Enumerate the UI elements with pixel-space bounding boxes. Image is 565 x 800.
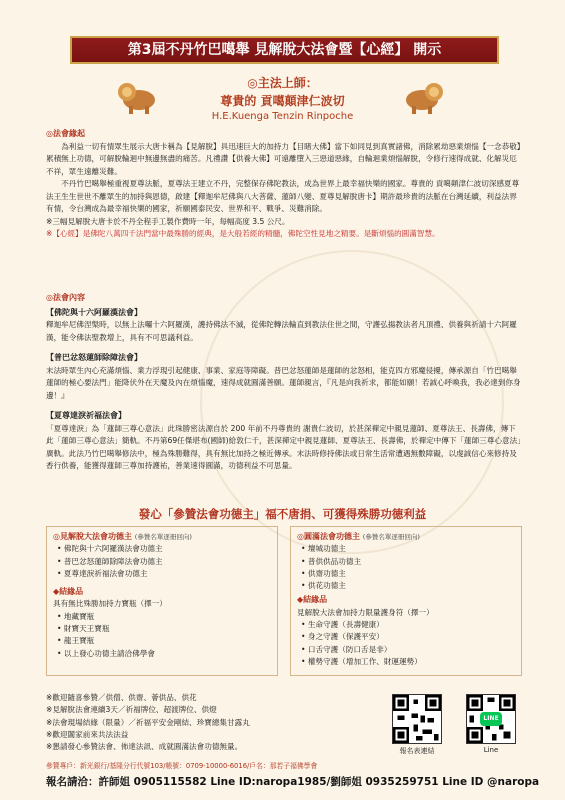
origin-section (46, 128, 522, 241)
contact-footer: 報名請洽：許師姐 0905115582 Line ID:naropa1985/劉師姐 0935259751 Line ID @naropa (46, 776, 540, 788)
registration-qr-label: 報名表連結 (399, 747, 435, 755)
list-item: • 供齋功德主 (301, 568, 346, 578)
gift-heading-right: ◆結緣品 (297, 595, 328, 605)
list-item: • 普巴忿怒蓮師除障法會功德主 (57, 556, 163, 566)
list-item: • 身之守護（保護平安） (301, 632, 384, 642)
contents-section (46, 292, 522, 473)
page-title: 第3屆不丹竹巴噶舉 見解脫大法會暨【心經】 開示 (70, 36, 499, 64)
section-1-title: 【佛陀與十六阿羅漢法會】 (46, 307, 142, 317)
origin-paragraph-2: 不丹竹巴噶舉極重視夏尊法脈，夏尊法王建立不丹，完整保存佛陀教法，成為世界上最幸福快樂的國家。尊貴的 貢噶顛津仁波切深感夏尊法王生生世世不離眾生的加持與恩德，啟建【釋迦牟尼佛與八大菩薩、蓮師八變、夏尊見解脫唐卡】期許最珍貴的法脈在台灣延續，利益法界有情，令台灣成為最幸福快樂的國家，祈願國泰民安、世界和平、戰爭、災難消除。 (46, 179, 520, 213)
slogan: 發心「參贊法會功德主」福不唐捐、可獲得殊勝功德利益 (138, 507, 427, 521)
note-item: ※懇請發心參贊法會、佈達法訊、成就圓滿法會功德無量。 (46, 742, 243, 752)
section-1-text: 釋迦牟尼佛涅槃時，以無上法囑十六阿羅漢，護持佛法不滅，從佛陀轉法輪直到教法住世之間，守護弘揚教法者凡頂禮、供養與祈請十六阿羅漢，能令佛法聖教增上，具有不可思議利益。 (46, 320, 517, 342)
gift-desc-right: 見解脫大法會加持力限量護身符（擇一） (297, 607, 434, 617)
list-item: • 龍王寶瓶 (57, 636, 95, 646)
list-item: • 夏尊達淚祈福法會功德主 (57, 568, 148, 578)
list-item: • 壇城功德主 (301, 544, 346, 554)
note-item: ※法會現場結緣（限量）／祈福平安金剛結、珍寶總集甘露丸 (46, 717, 250, 727)
list-item: • 以上發心功德主請洽佛學會 (57, 648, 156, 658)
list-item: • 生命守護（長壽健康） (301, 620, 384, 630)
origin-heading: ◎法會緣起 (46, 129, 85, 138)
section-2-title: 【普巴忿怒蓮師除障法會】 (46, 353, 142, 362)
list-item: • 佛陀與十六阿羅漢法會功德主 (57, 544, 163, 554)
note-item: ※歡迎隨喜參贊／供僧、供齋、薈供品、供花 (46, 693, 197, 702)
list-item: • 地藏寶瓶 (57, 611, 95, 621)
section-3-title: 【夏尊達淚祈福法會】 (46, 411, 126, 420)
line-qr-label: Line (483, 746, 499, 754)
gift-desc-left: 具有無比殊勝加持力寶瓶（擇一） (53, 599, 167, 609)
origin-paragraph-1: 為利益一切有情眾生展示大唐卡稱為【見解脫】具迅速巨大的加持力【目睹大佛】當下如同見到真實諸佛，消除累劫惡業煩惱【一念恭敬】累積無上功德，可解脫輪迴中無邊無盡的痛苦。凡禮讚【供養大佛】可遠離墮入三惡道惡緣，自輪迴業煩惱解脫，令修行速得成就、化解災厄不祥，眾生遠離災難。 (46, 141, 521, 176)
section-2-text: 末法時眾生內心充滿煩惱、業力浮現引起健康、事業、家庭等障礙。普巴忿怒蓮師是蓮師的忿怒相，能克四方邪魔侵擾，傳承源自「竹巴噶舉蓮師的極心要法門」能降伏外在天魔及內在煩惱魔，速得成就圓滿善願。蓮師親言，『凡是向我祈求，都能如願！若誠心呼喚我，我必達到你身邊！』 (46, 365, 521, 400)
list-item: • 供花功德主 (301, 581, 346, 591)
sponsor-right-heading: ◎圓滿法會功德主 (參贊名單逐冊回向) (297, 532, 420, 541)
line-logo-icon: LINE (480, 712, 502, 726)
sponsor-box-left (46, 526, 278, 676)
list-item: • 普供供品功德主 (301, 556, 362, 566)
origin-paragraph-3: ※三幅見解脫大唐卡於不丹全程手工製作費時一年，每幅高度 3.5 公尺。 (46, 216, 290, 226)
bank-account: 參贊專戶：新光銀行/基隆分行代號103/帳號：0709-10000-6016/戶名：那若子福佛學會 (46, 762, 318, 770)
list-item: • 財寶天王寶瓶 (57, 624, 110, 634)
notes-list (46, 692, 376, 753)
master-name: 尊貴的 貢噶顛津仁波切 (220, 94, 345, 108)
master-name-en: H.E.Kuenga Tenzin Rinpoche (211, 111, 354, 122)
origin-paragraph-4: ※【心經】是佛陀八萬四千法門當中最殊勝的經典，是大般若經的精髓，佛陀空性見地之精要。是斷煩惱的圓滿智慧。 (46, 229, 440, 238)
master-label: ◎主法上師： (247, 76, 318, 90)
list-item: • 口舌守護（防口舌是非） (301, 644, 392, 654)
section-3-text: 「夏尊達淚」為「蓮師三尊心意法」此珠勝密法源自於 200 年前不丹尊貴的 謝貴仁波切，於甚深禪定中親見蓮師、夏尊法王、長壽佛，傳下此「蓮師三尊心意法」簡軌。不丹第69任傑堪布(國師)給敦仁千，甚深禪定中親見蓮師、夏尊法王、長壽佛，於禪定中傳下「蓮師三尊心意法」廣軌。此法乃竹巴噶舉修法中，極為殊勝難得，具有無比加持之極近傳承。末法時修持佛法或日常生活常遭遇無數障礙，以虔誠信心來修持及香行供養，能獲得蓮師三尊加持護祐，善業速得圓滿，功德利益不可思量。 (46, 423, 521, 470)
note-item: ※歡迎闔家前來共法法益 (46, 729, 129, 739)
master-info (0, 74, 565, 122)
registration-qr-code[interactable] (392, 694, 442, 744)
sponsor-left-heading: ◎見解脫大法會功德主 (參贊名單逐冊回向) (53, 532, 192, 541)
note-item: ※見解脫法會連續3天／祈福牌位、超渡牌位、供燈 (46, 705, 217, 715)
gift-heading-left: ◆結緣品 (53, 587, 84, 597)
contents-heading: ◎法會內容 (46, 293, 85, 302)
sponsor-box-right (290, 526, 522, 676)
list-item: • 權勢守護（增加工作、財運運勢） (301, 656, 422, 666)
